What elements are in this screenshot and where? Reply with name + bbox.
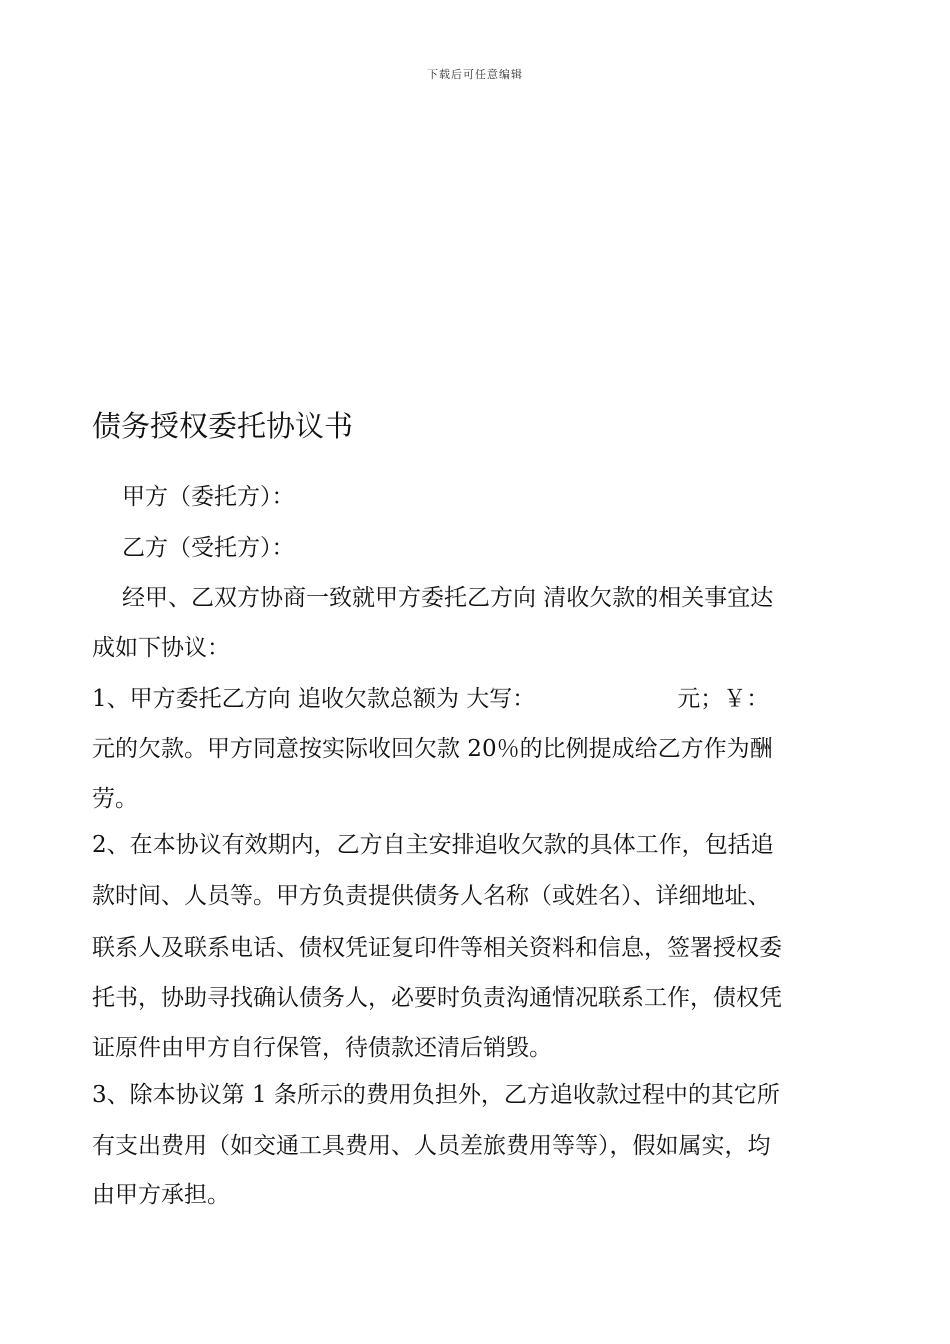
clause-3-line-2: 有支出费用（如交通工具费用、人员差旅费用等等），假如属实，均: [92, 1133, 771, 1159]
clause-1-line-3: 劳。: [92, 786, 138, 812]
intro-line-1: 经甲、乙双方协商一致就甲方委托乙方向 清收欠款的相关事宜达: [122, 585, 774, 611]
clause-2-line-2: 款时间、人员等。甲方负责提供债务人名称（或姓名）、详细地址、: [92, 883, 771, 909]
header-note: 下载后可任意编辑: [427, 68, 523, 81]
clause-1-amount-text: 1、甲方委托乙方向 追收欠款总额为 大写：: [92, 686, 536, 712]
party-b-line: 乙方（受托方）：: [122, 535, 295, 561]
party-a-line: 甲方（委托方）：: [122, 484, 295, 510]
clause-1-line-1: [92, 684, 769, 714]
document-title: 债务授权委托协议书: [92, 409, 354, 443]
clause-2-line-5: 证原件由甲方自行保管，待债款还清后销毁。: [92, 1035, 552, 1061]
intro-line-2: 成如下协议：: [92, 635, 230, 661]
clause-3-line-3: 由甲方承担。: [92, 1182, 230, 1208]
clause-2-line-3: 联系人及联系电话、债权凭证复印件等相关资料和信息，签署授权委: [92, 935, 782, 961]
clause-2-line-4: 托书，协助寻找确认债务人，必要时负责沟通情况联系工作，债权凭: [92, 985, 782, 1011]
clause-1-line-2: 元的欠款。甲方同意按实际收回欠款 20％的比例提成给乙方作为酬: [92, 736, 773, 762]
clause-3-line-1: 3、除本协议第 1 条所示的费用负担外，乙方追收款过程中的其它所: [92, 1082, 780, 1108]
clause-2-line-1: 2、在本协议有效期内，乙方自主安排追收欠款的具体工作，包括追: [92, 832, 774, 858]
clause-1-currency-text: 元；￥：: [677, 686, 770, 712]
